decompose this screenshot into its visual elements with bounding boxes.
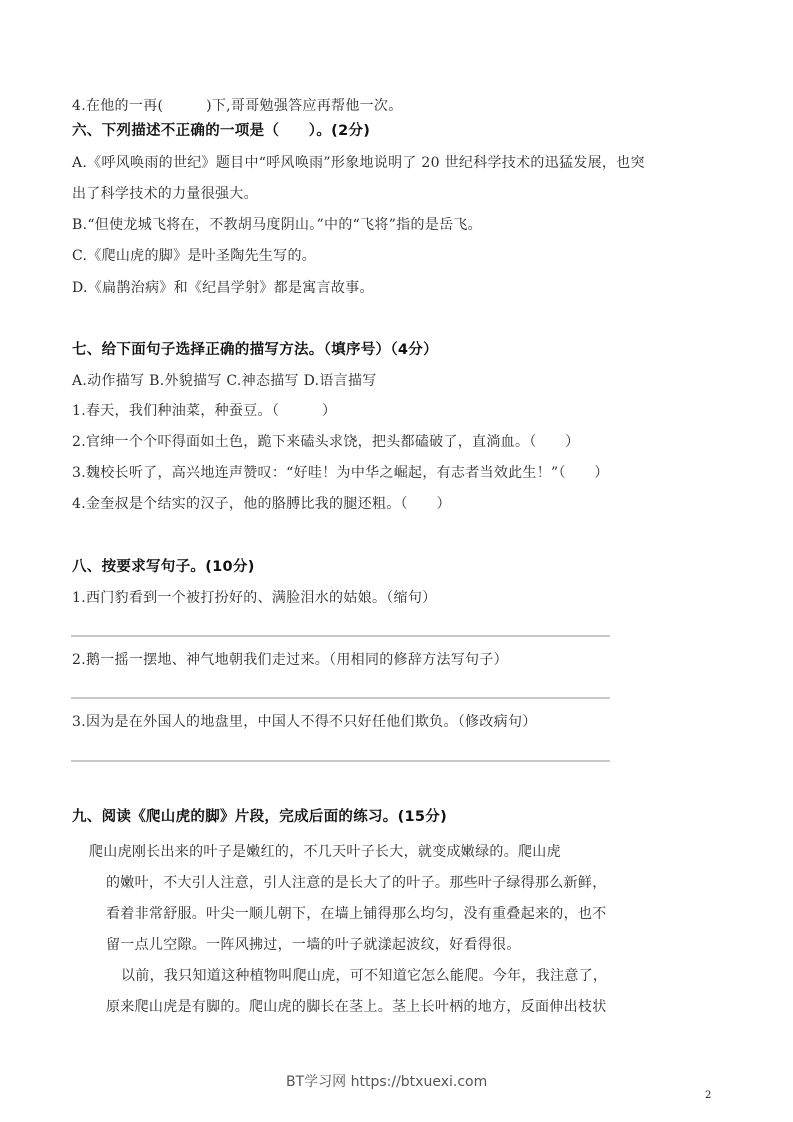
- page-number: 2: [705, 1090, 712, 1101]
- section7-item-4: 4.金奎叔是个结实的汉子，他的胳膊比我的腿还粗。（ ）: [72, 496, 451, 512]
- passage-line-4: 留一点儿空隙。一阵风拂过，一墙的叶子就漾起波纹，好看得很。: [106, 937, 521, 953]
- section6-option-a: A.《呼风唤雨的世纪》题目中“呼风唤雨”形象地说明了 20 世纪科学技术的迅猛发展，也突: [72, 155, 645, 171]
- passage-line-5: 以前，我只知道这种植物叫爬山虎，可不知道它怎么能爬。今年，我注意了，: [121, 968, 608, 984]
- section7-item-2: 2.官绅一个个吓得面如土色，跪下来磕头求饶，把头都磕破了，直淌血。（ ）: [72, 434, 580, 450]
- answer-line-1[interactable]: [71, 635, 610, 637]
- section7-item-1: 1.春天，我们种油菜，种蚕豆。（ ）: [72, 403, 337, 419]
- section9-heading: 九、阅读《爬山虎的脚》片段，完成后面的练习。(15分): [72, 809, 448, 825]
- section8-item-1: 1.西门豹看到一个被打扮好的、满脸泪水的姑娘。（缩句）: [72, 590, 437, 606]
- section6-option-b: B.“但使龙城飞将在，不教胡马度阴山。”中的“飞将”指的是岳飞。: [72, 217, 482, 233]
- section8-item-3: 3.因为是在外国人的地盘里，中国人不得不只好任他们欺负。（修改病句）: [72, 714, 537, 730]
- passage-line-1: 爬山虎刚长出来的叶子是嫩红的，不几天叶子长大，就变成嫩绿的。爬山虎: [89, 844, 561, 860]
- section8-heading: 八、按要求写句子。(10分): [72, 559, 255, 575]
- section7-item-3: 3.魏校长听了，高兴地连声赞叹：“好哇！为中华之崛起，有志者当效此生！”（ ）: [72, 465, 609, 481]
- passage-line-2: 的嫩叶，不大引人注意，引人注意的是长大了的叶子。那些叶子绿得那么新鲜，: [106, 875, 607, 891]
- answer-line-3[interactable]: [71, 760, 610, 762]
- section8-item-2: 2.鹅一摇一摆地、神气地朝我们走过来。（用相同的修辞方法写句子）: [72, 652, 508, 668]
- passage-line-6: 原来爬山虎是有脚的。爬山虎的脚长在茎上。茎上长叶柄的地方，反面伸出枝状: [106, 999, 607, 1015]
- section6-option-c: C.《爬山虎的脚》是叶圣陶先生写的。: [72, 248, 317, 264]
- section7-choices: A.动作描写 B.外貌描写 C.神态描写 D.语言描写: [72, 373, 377, 389]
- answer-line-2[interactable]: [71, 697, 610, 699]
- section5-item-4: 4.在他的一再( )下,哥哥勉强答应再帮他一次。: [72, 98, 403, 114]
- section6-option-a-cont: 出了科学技术的力量很强大。: [72, 186, 258, 202]
- passage-line-3: 看着非常舒服。叶尖一顺儿朝下，在墙上铺得那么均匀，没有重叠起来的，也不: [106, 906, 607, 922]
- section7-heading: 七、给下面句子选择正确的描写方法。（填序号）（4分）: [72, 342, 438, 358]
- watermark-link[interactable]: BT学习网 https://btxuexi.com: [286, 1074, 488, 1090]
- section6-heading: 六、下列描述不正确的一项是（ ）。(2分): [72, 123, 371, 139]
- section6-option-d: D.《扁鹊治病》和《纪昌学射》都是寓言故事。: [72, 280, 374, 296]
